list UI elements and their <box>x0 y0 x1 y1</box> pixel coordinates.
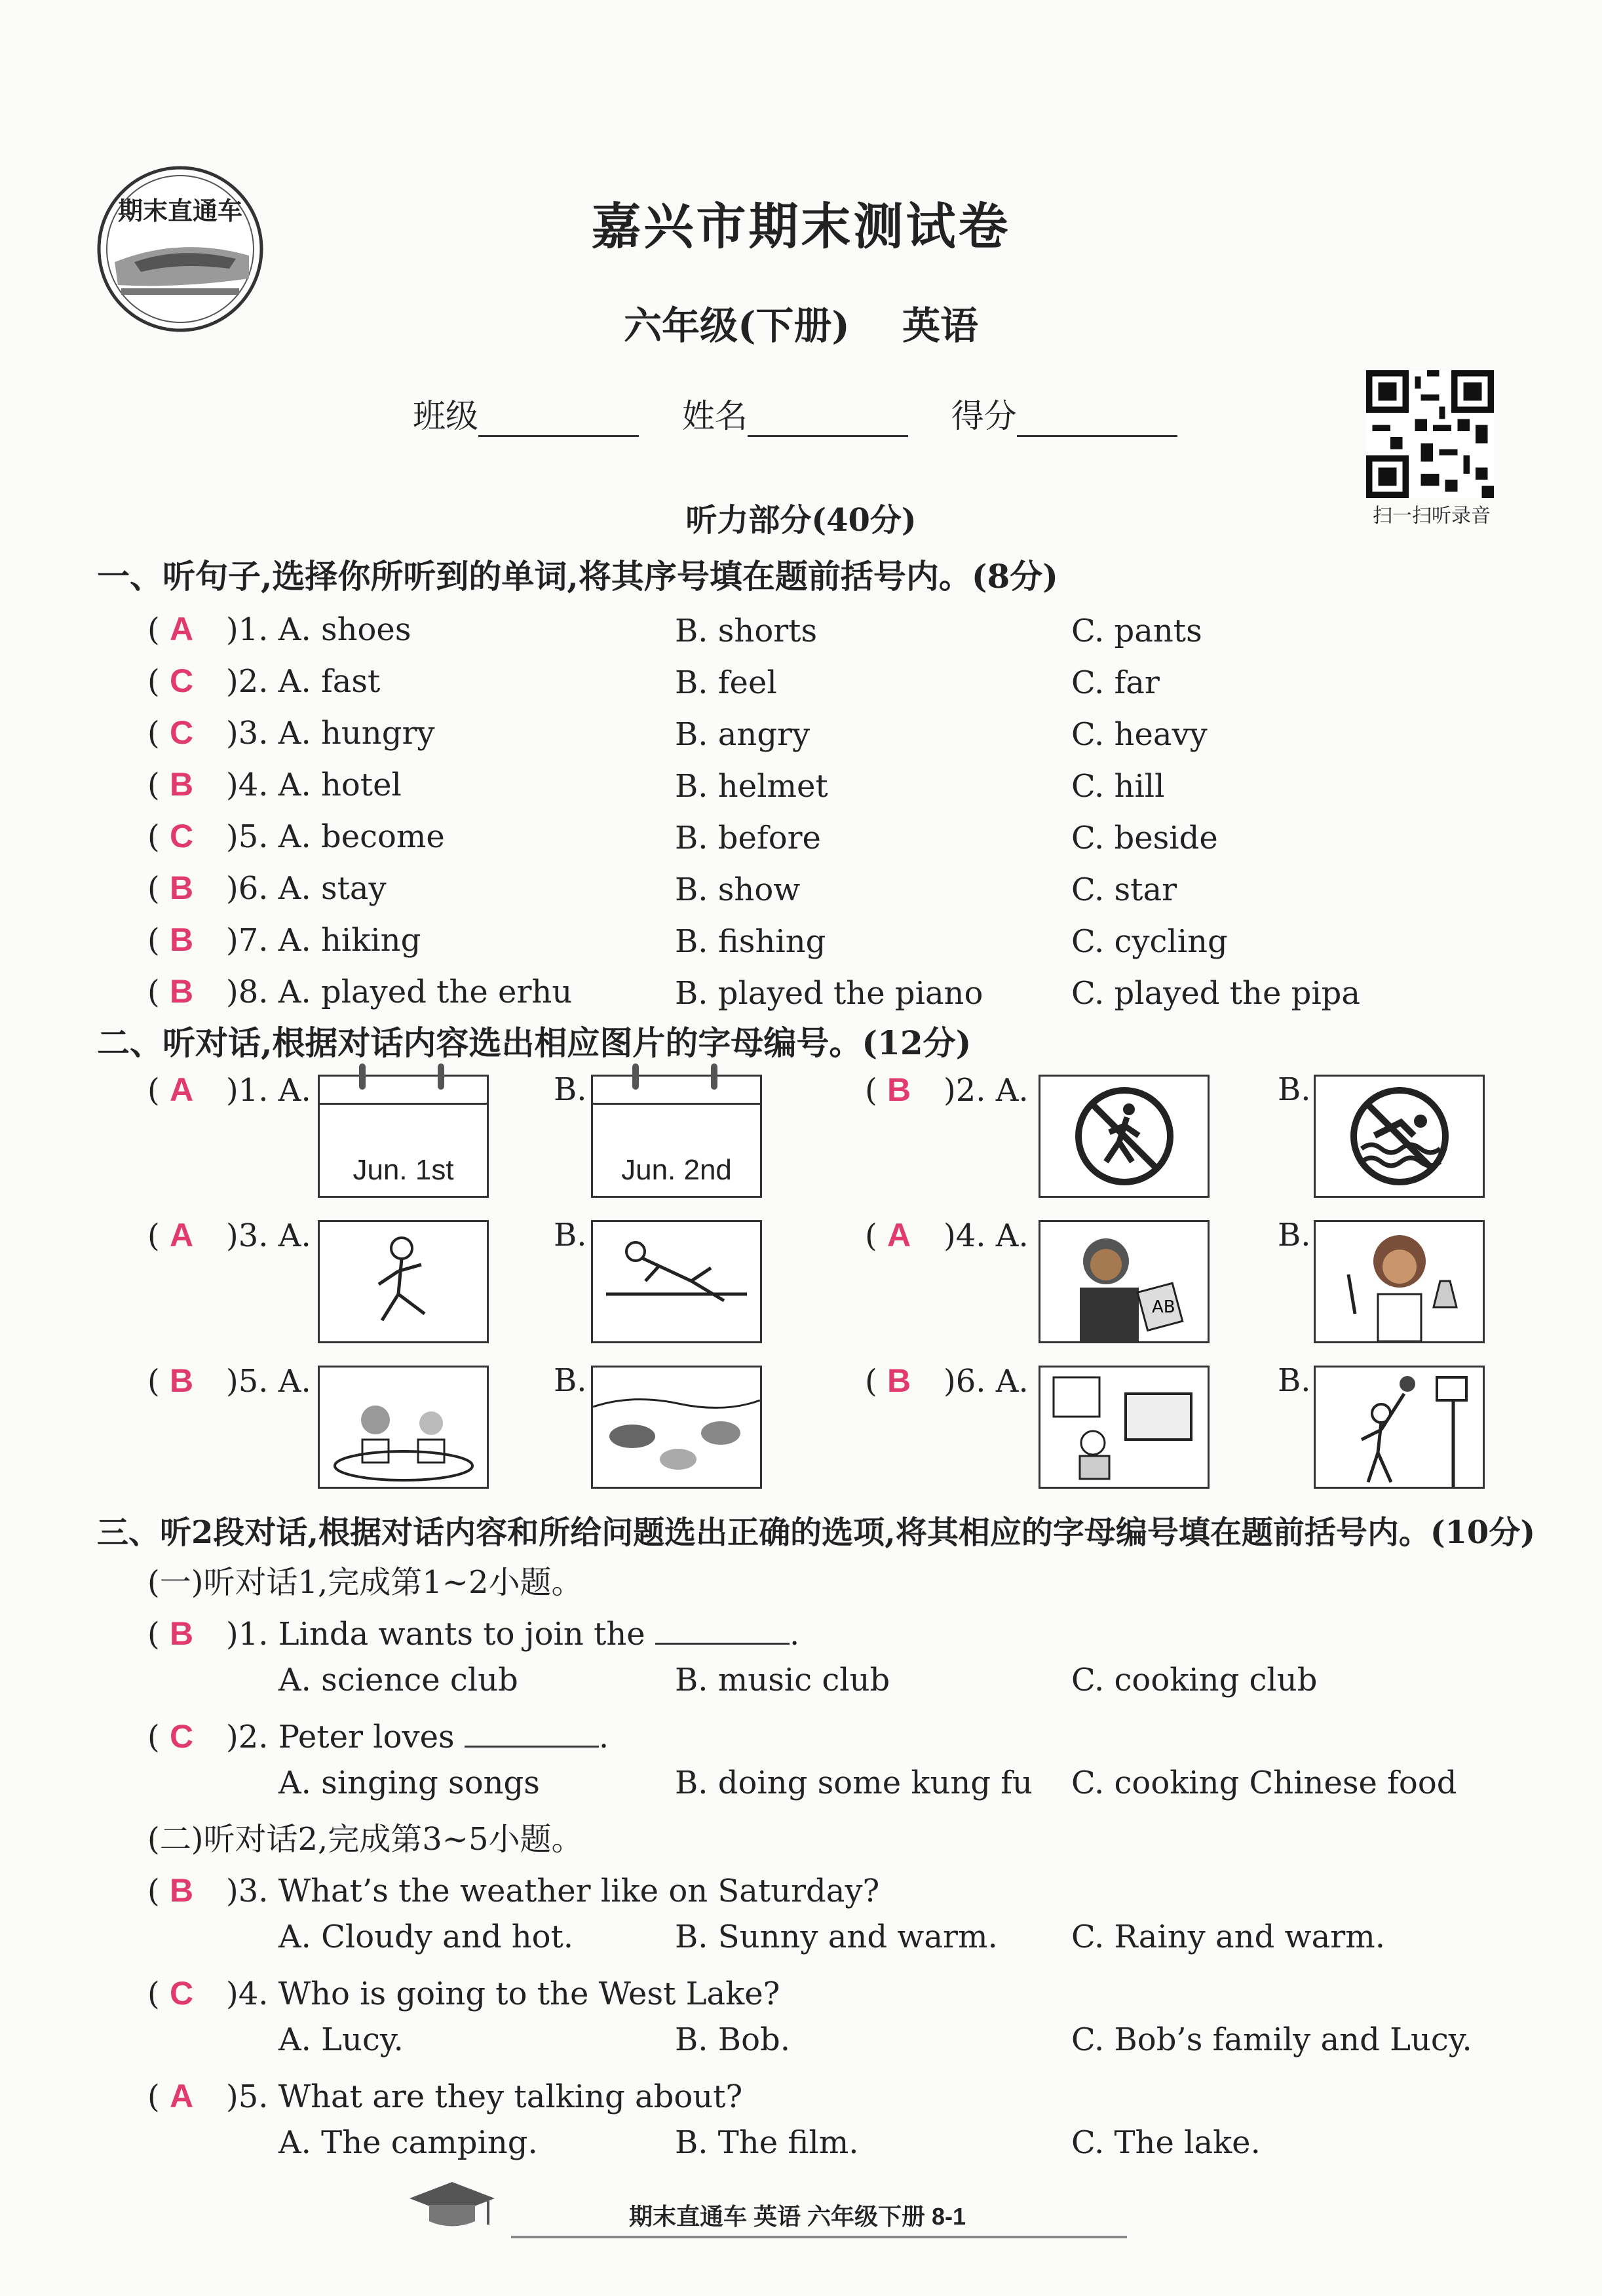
grade-label: 六年级(下册) <box>623 303 850 348</box>
option-a: A. hiking <box>278 922 421 959</box>
circus-animals-picture <box>318 1366 489 1489</box>
score-blank[interactable] <box>1017 401 1177 437</box>
basketball-boy-picture <box>1314 1366 1485 1489</box>
answer: A <box>169 611 194 647</box>
option-c: C. cycling <box>1071 923 1228 960</box>
s2-q2: ( B )2. A. <box>865 1071 1029 1109</box>
option-c: C. beside <box>1071 820 1218 856</box>
option-c: C. cooking Chinese food <box>1071 1765 1457 1801</box>
answer: B <box>169 1615 194 1652</box>
option-b: B. show <box>675 871 801 908</box>
section3-part2: (二)听对话2,完成第3~5小题。 <box>147 1821 583 1858</box>
s3-q1: ( B )1. Linda wants to join the . <box>147 1615 800 1653</box>
option-c: C. played the pipa <box>1071 975 1361 1012</box>
subtitle <box>0 295 1602 350</box>
no-swimming-sign-icon <box>1314 1075 1485 1198</box>
answer: B <box>169 1362 194 1399</box>
s2-q1: ( A )1. A. <box>147 1071 311 1109</box>
option-a: A. Cloudy and hot. <box>278 1919 574 1955</box>
listening-part-heading: 听力部分(40分) <box>685 502 917 539</box>
option-a: A. The camping. <box>278 2124 538 2161</box>
class-blank[interactable] <box>478 401 639 437</box>
section1-heading: 一、听句子,选择你所听到的单词,将其序号填在题前括号内。(8分) <box>97 557 1058 596</box>
qr-code-icon <box>1366 370 1494 498</box>
option-b: B. before <box>675 820 821 856</box>
option-c: C. hill <box>1071 768 1165 805</box>
footer-divider <box>511 2236 1127 2238</box>
score-label: 得分 <box>951 397 1017 435</box>
footer-text: 期末直通车 英语 六年级下册 8-1 <box>629 2203 966 2230</box>
s2-q6: ( B )6. A. <box>865 1362 1029 1400</box>
option-a: A. singing songs <box>278 1765 540 1801</box>
option-a: A. shoes <box>278 611 411 648</box>
s1-question-row: ( B )4. A. hotel <box>147 766 402 803</box>
option-a: A. Lucy. <box>278 2021 404 2058</box>
answer: B <box>169 921 194 958</box>
subject-label: 英语 <box>902 303 979 348</box>
s1-question-row: ( C )2. A. fast <box>147 662 381 700</box>
answer: B <box>169 870 194 906</box>
option-b: B. feel <box>675 664 777 701</box>
answer: C <box>169 714 194 751</box>
option-b: B. Sunny and warm. <box>675 1919 998 1955</box>
s3-q4: ( C )4. Who is going to the West Lake? <box>147 1975 780 2012</box>
option-b: B. doing some kung fu <box>675 1765 1033 1801</box>
answer: A <box>169 1217 194 1253</box>
option-c: C. far <box>1071 664 1160 701</box>
s2-q3: ( A )3. A. <box>147 1217 311 1254</box>
s2-q4: ( A )4. A. <box>865 1217 1029 1254</box>
high-jump-boy-picture <box>591 1220 762 1343</box>
running-boy-picture <box>318 1220 489 1343</box>
question-number: )8. <box>226 974 269 1010</box>
answer: A <box>169 1071 194 1108</box>
option-b: B. shorts <box>675 613 818 649</box>
question-number: )3. <box>226 715 269 752</box>
option-a: A. become <box>278 818 445 855</box>
option-b: B. played the piano <box>675 975 983 1012</box>
page-title: 嘉兴市期末测试卷 <box>591 197 1011 256</box>
no-walking-sign-icon <box>1039 1075 1210 1198</box>
answer: C <box>169 662 194 699</box>
class-label: 班级 <box>413 397 478 435</box>
answer: B <box>169 1872 194 1909</box>
option-c: C. star <box>1071 871 1177 908</box>
option-a: A. hungry <box>278 715 435 752</box>
answer-blank[interactable] <box>655 1617 790 1645</box>
option-a: A. fast <box>278 663 381 700</box>
option-c: C. cooking club <box>1071 1662 1318 1698</box>
answer: B <box>887 1362 911 1399</box>
s1-question-row: ( A )1. A. shoes <box>147 611 411 648</box>
question-number: )5. <box>226 818 269 855</box>
answer: C <box>169 818 194 854</box>
boy-watching-tv-picture <box>1039 1366 1210 1489</box>
option-b: B. angry <box>675 716 811 753</box>
graduation-cap-icon <box>403 2175 501 2234</box>
option-c: C. The lake. <box>1071 2124 1261 2161</box>
option-c: C. pants <box>1071 613 1202 649</box>
option-b: B. The film. <box>675 2124 859 2161</box>
s3-q3: ( B )3. What’s the weather like on Saturday? <box>147 1872 880 1909</box>
svg-text:AB: AB <box>1152 1297 1175 1317</box>
question-number: )7. <box>226 922 269 959</box>
section3-heading: 三、听2段对话,根据对话内容和所给问题选出正确的选项,将其相应的字母编号填在题前括号内。(10分) <box>97 1514 1536 1551</box>
option-c: C. Bob’s family and Lucy. <box>1071 2021 1472 2058</box>
name-label: 姓名 <box>681 397 748 435</box>
option-a: A. played the erhu <box>278 974 573 1010</box>
option-a: A. science club <box>278 1662 518 1698</box>
calendar-jun-2nd: Jun. 2nd <box>591 1075 762 1198</box>
answer: C <box>169 1718 194 1755</box>
answer: B <box>169 973 194 1010</box>
scientist-boy-picture <box>1314 1220 1485 1343</box>
student-info-fields <box>413 390 1210 437</box>
answer-blank[interactable] <box>465 1719 599 1748</box>
question-number: )4. <box>226 767 269 803</box>
question-number: )6. <box>226 870 269 907</box>
s3-q2: ( C )2. Peter loves . <box>147 1718 609 1755</box>
option-b: B. fishing <box>675 923 826 960</box>
option-c: C. Rainy and warm. <box>1071 1919 1385 1955</box>
question-number: )1. <box>226 611 269 648</box>
calendar-jun-1st: Jun. 1st <box>318 1075 489 1198</box>
option-a: A. hotel <box>278 767 402 803</box>
s1-question-row: ( B )7. A. hiking <box>147 921 421 959</box>
name-blank[interactable] <box>748 401 908 437</box>
option-b: B. Bob. <box>675 2021 790 2058</box>
option-a: A. stay <box>278 870 387 907</box>
answer: C <box>169 1975 194 2012</box>
teacher-with-book-picture <box>1039 1220 1210 1343</box>
s1-question-row: ( B )6. A. stay <box>147 870 387 907</box>
qr-caption: 扫一扫听录音 <box>1373 505 1491 527</box>
answer: A <box>169 2078 194 2114</box>
question-number: )2. <box>226 663 269 700</box>
s1-question-row: ( C )3. A. hungry <box>147 714 435 752</box>
s1-question-row: ( C )5. A. become <box>147 818 445 855</box>
option-b: B. music club <box>675 1662 890 1698</box>
s2-q5: ( B )5. A. <box>147 1362 311 1400</box>
answer: A <box>887 1217 911 1253</box>
s3-q5: ( A )5. What are they talking about? <box>147 2078 743 2115</box>
section2-heading: 二、听对话,根据对话内容选出相应图片的字母编号。(12分) <box>97 1024 972 1062</box>
answer: B <box>887 1071 911 1108</box>
option-c: C. heavy <box>1071 716 1208 753</box>
farm-animals-picture <box>591 1366 762 1489</box>
section3-part1: (一)听对话1,完成第1~2小题。 <box>147 1564 583 1601</box>
option-b: B. helmet <box>675 768 828 805</box>
s1-question-row: ( B )8. A. played the erhu <box>147 973 573 1010</box>
logo-text: 期末直通车 <box>117 196 243 225</box>
answer: B <box>169 766 194 803</box>
